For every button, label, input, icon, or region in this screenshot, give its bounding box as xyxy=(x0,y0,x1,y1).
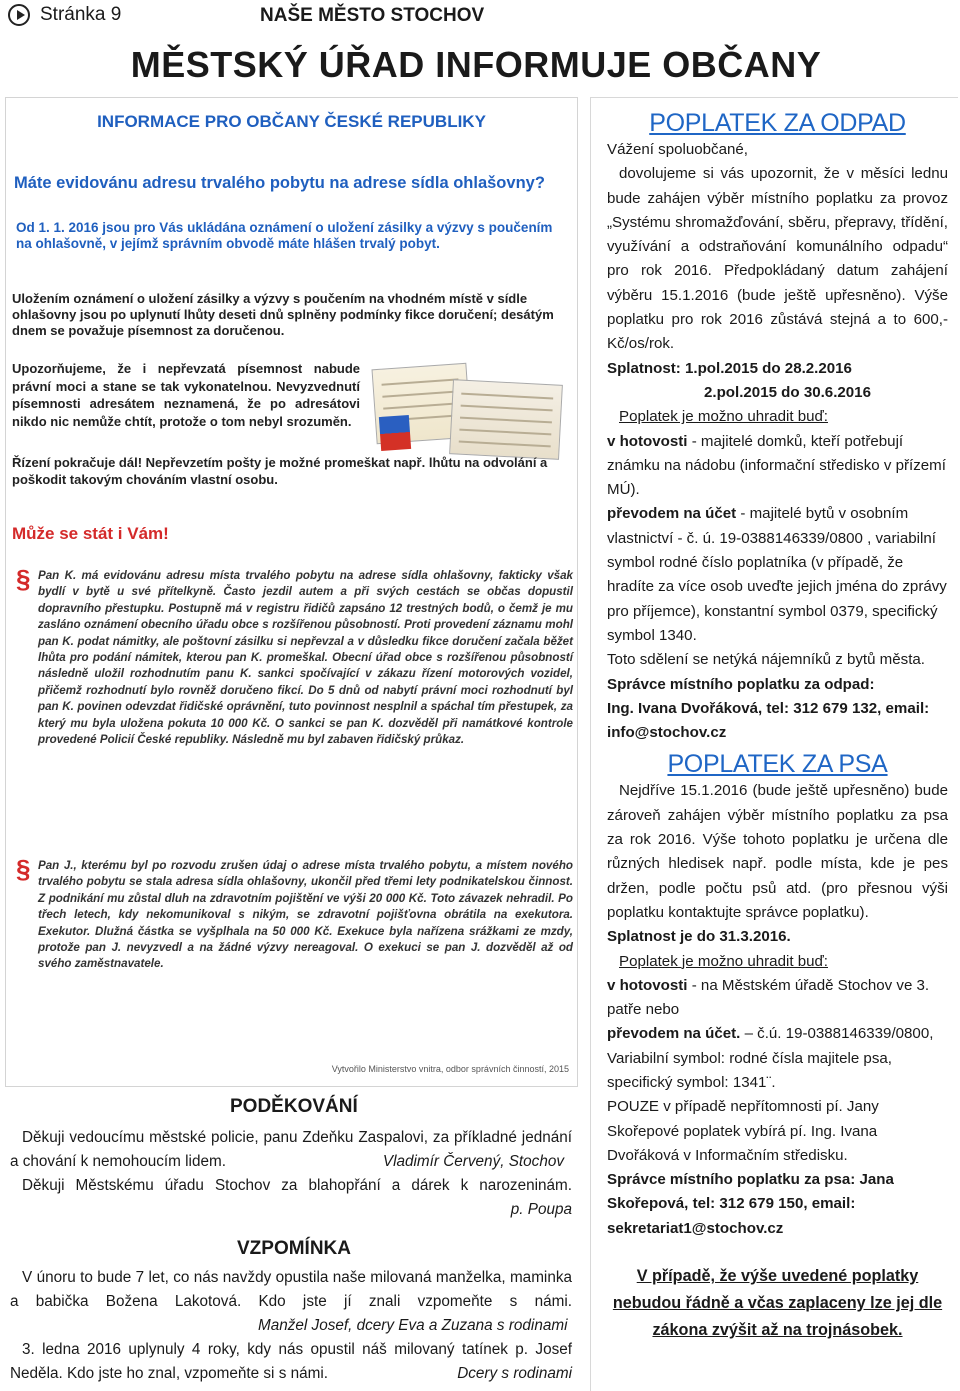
case-study: Pan K. má evidovánu adresu místa trvalého pobytu na adrese sídla ohlašovny, fakticky však bydlí v bytě u své přítelkyně. Často jezdil autem a při svých cestách se občas dopustil dopravního přestupku. Postupně má v registru řidičů zapsáno 12 trestných bodů, o čemž je mu zasláno oznámení obecního úřadu obce s rozšířenou působností. Proti provedení záznamu mohl pan K. podat námitky, ale poštovní zásilku si nepřevzal a v důsledku fikce doručení začala běžet lhůta pro podání námitek, kterou pan K. promeškal. Obecní úřad obce s rozšířenou působností následně uložil rozhodnutím panu K. sankci spočívající v zákazu řízení motorových vozidel, přičemž rozhodnutí bylo rovněž doručeno fikcí. Do 5 dnů od nabytí právní moci rozhodnutí byl pan K. povinen odevzdat řidičské oprávnění, tuto povinnost nesplnil a spáchal tím přestupek, za který mu byla uložena pokuta 10 000 Kč. O sankci se pan K. dozvěděl při namátkové kontrole provedené Policií České republiky. Následně mu byl zabaven řidičský průkaz. xyxy=(38,569,573,747)
dog-fee-body: Nejdříve 15.1.2016 (bude ještě upřesněno) bude zároveň zahájen výběr místního poplatku za psa za rok 2016. Výše tohoto poplatku je určena dle různých hledisek např. podle místa, kde je pes držen, podle počtu psů atd. (pro přesnou výši poplatku kontaktujte správce poplatku). xyxy=(607,782,948,921)
payment-label: převodem na účet xyxy=(607,505,737,523)
text-line: a babička Božena Lakotová. Kdo jste jí znali vzpomeňte s námi. xyxy=(10,1293,572,1310)
payment-cash xyxy=(607,430,948,503)
payment-text: - na Městském úřadě Stochov ve 3. patře nebo xyxy=(607,976,930,1019)
poster-title: INFORMACE PRO OBČANY ČESKÉ REPUBLIKY xyxy=(97,112,486,131)
poster-source: Vytvořilo Ministerstvo vnitra, odbor správních činností, 2015 xyxy=(331,1064,569,1074)
payment-label: převodem na účet. xyxy=(607,1025,741,1043)
page-number xyxy=(8,4,121,26)
paragraph-icon: § xyxy=(16,564,31,594)
page-title xyxy=(0,44,960,86)
payment-intro: Poplatek je možno uhradit buď: xyxy=(619,952,828,970)
payment-text: - majitelé domků, kteří potřebují známku na nádobu (informační středisko v přízemí MÚ). xyxy=(607,432,946,499)
memo-text xyxy=(10,1266,572,1386)
payment-text: - majitelé bytů v osobním vlastnictví - č. ú. 19-0388146339/0800 , variabilní symbol rodné číslo poplatníka (v případě, že hradíte za více osob uveďte jejich jména do zprávy pro příjemce), konstantní symbol 0379, specifický symbol 1340. xyxy=(607,505,947,644)
payment-label: v hotovosti xyxy=(607,432,688,450)
payment-transfer xyxy=(607,502,948,648)
signature: Manžel Josef, dcery Eva a Zuzana s rodinami xyxy=(258,1317,568,1334)
poster-paragraph: Řízení pokračuje dál! Nepřevzetím pošty je možné promeškat např. lhůtu na odvolání a poškodit takovým chováním vlastní osobu. xyxy=(12,455,548,487)
text-line: Děkuji vedoucímu městské policie, panu Zdeňku Zaspalovi, za příkladné jednání xyxy=(22,1129,572,1146)
dog-fee-title: POPLATEK ZA PSA xyxy=(667,750,888,779)
text-span: a chování k nemohoucím lidem. xyxy=(10,1153,226,1170)
document-image xyxy=(449,379,563,460)
signature: p. Poupa xyxy=(510,1201,572,1218)
administrator-contact: Ing. Ivana Dvořáková, tel: 312 679 132, email: info@stochov.cz xyxy=(607,699,930,742)
waste-due-date: Splatnost: 1.pol.2015 do 28.2.2016 xyxy=(607,359,852,377)
payment-text: – č.ú. 19-0388146339/0800, Variabilní symbol: rodné čísla majitele psa, specifický symbol: 1341¨. xyxy=(607,1025,934,1091)
waste-fee-title: POPLATEK ZA ODPAD xyxy=(649,109,906,137)
thanks-title: PODĚKOVÁNÍ xyxy=(230,1096,358,1117)
thanks-text xyxy=(10,1126,572,1222)
absence-note: POUZE v případě nepřítomnosti pí. Jany Skořepové poplatek vybírá pí. Ing. Ivana Dvořáková v Informačním středisku. xyxy=(607,1098,879,1164)
payment-cash xyxy=(607,974,948,1023)
payment-transfer xyxy=(607,1022,948,1095)
poster-question: Máte evidovánu adresu trvalého pobytu na adrese sídla ohlašovny? xyxy=(14,174,545,192)
tenant-note: Toto sdělení se netýká nájemníků z bytů města. xyxy=(607,651,925,669)
page-header xyxy=(0,0,960,40)
fees-column xyxy=(590,97,958,1391)
town-name: NAŠE MĚSTO STOCHOV xyxy=(260,5,485,26)
envelope-image xyxy=(379,415,411,451)
signature: Dcery s rodinami xyxy=(457,1365,572,1382)
administrator-label: Správce místního poplatku za odpad: xyxy=(607,675,875,693)
page-title-text: MĚSTSKÝ ÚŘAD INFORMUJE OBČANY xyxy=(130,44,822,85)
text-span: Neděla. Kdo jste ho znal, vzpomeňte si s námi. xyxy=(10,1365,329,1382)
poster-notice: Upozorňujeme, že i nepřevzatá písemnost nabude právní moci a stane se tak vykonatelnou. Nevyzvednutí písemnosti adresátem neznamená, že po adresátovi nikdo nic nemůže chtít, protože o tom nebyl srozuměn. xyxy=(12,361,360,429)
memo-title: VZPOMÍNKA xyxy=(237,1238,351,1259)
text-line xyxy=(10,1362,572,1386)
signature: Vladimír Červený, Stochov xyxy=(382,1153,564,1170)
case-study: Pan J., kterému byl po rozvodu zrušen údaj o adrese místa trvalého pobytu, a místem nového trvalého pobytu se stala adresa sídla ohlašovny, ukončil před třemi lety podnikatelskou činnost. Z podnikání mu zůstal dluh na zdravotním pojištění ve výši 20 000 Kč. Toto závazek nehradil. Po třech letech, kdy nekomunikoval s nikým, se zdravotní pojišťovna obrátila na exekutora. Exekutor. Dlužná částka se vyšplhala na 50 000 Kč. Exekuce byla nařízena srážkami ze mzdy, protože pan J. nevyzvedl a na žádné výzvy nereagoval. O exekuci se pan J. dozvěděl až od svého zaměstnavatele. xyxy=(38,859,573,971)
text-line: 3. ledna 2016 uplynuly 4 roky, kdy nás opustil náš milovaný tatínek p. Josef xyxy=(22,1341,572,1358)
info-poster xyxy=(5,97,578,1087)
payment-label: v hotovosti xyxy=(607,976,688,994)
text-line: Děkuji Městskému úřadu Stochov za blahopřání a dárek k narozeninám. xyxy=(22,1177,572,1194)
administrator-contact: Správce místního poplatku za psa: Jana Skořepová, tel: 312 679 150, email: sekretariat1@stochov.cz xyxy=(607,1171,894,1237)
poster-warning: Může se stát i Vám! xyxy=(12,524,169,543)
paragraph-icon: § xyxy=(16,854,31,884)
final-warning: V případě, že výše uvedené poplatky nebudou řádně a včas zaplaceny lze jej dle zákona zvýšit až na trojnásobek. xyxy=(612,1267,943,1340)
page-label: Stránka 9 xyxy=(40,4,122,25)
payment-intro: Poplatek je možno uhradit buď: xyxy=(619,408,828,426)
waste-due-date-2: 2.pol.2015 do 30.6.2016 xyxy=(704,383,871,401)
play-icon[interactable] xyxy=(8,4,30,26)
poster-intro: Od 1. 1. 2016 jsou pro Vás ukládána oznámení o uložení zásilky a výzvy s poučením na ohlašovně, v jejímž správním obvodě máte hlášen trvalý pobyt. xyxy=(16,220,553,251)
text-line: V únoru to bude 7 let, co nás navždy opustila naše milovaná manželka, maminka xyxy=(22,1269,572,1286)
poster-paragraph: Uložením oznámení o uložení zásilky a výzvy s poučením na vhodném místě v sídle ohlašovny jsou po uplynutí lhůty deseti dnů splněny podmínky fikce doručení; desátým dnem se považuje písemnost za doručenou. xyxy=(12,291,554,338)
waste-fee-body: dovolujeme si vás upozornit, že v měsíci lednu bude zahájen výběr místního poplatku za provoz „Systému shromažďování, sběru, přepravy, třídění, využívání a odstraňování komunálního odpadu“ pro rok 2016. Předpokládaný datum zahájení výběru 15.1.2016 (bude ještě upřesněno). Výše poplatku pro rok 2016 zůstává stejná a to 600,-Kč/os/rok. xyxy=(607,165,948,353)
greeting: Vážení spoluobčané, xyxy=(607,141,748,158)
dog-due-date: Splatnost je do 31.3.2016. xyxy=(607,928,791,946)
text-line xyxy=(10,1150,572,1174)
